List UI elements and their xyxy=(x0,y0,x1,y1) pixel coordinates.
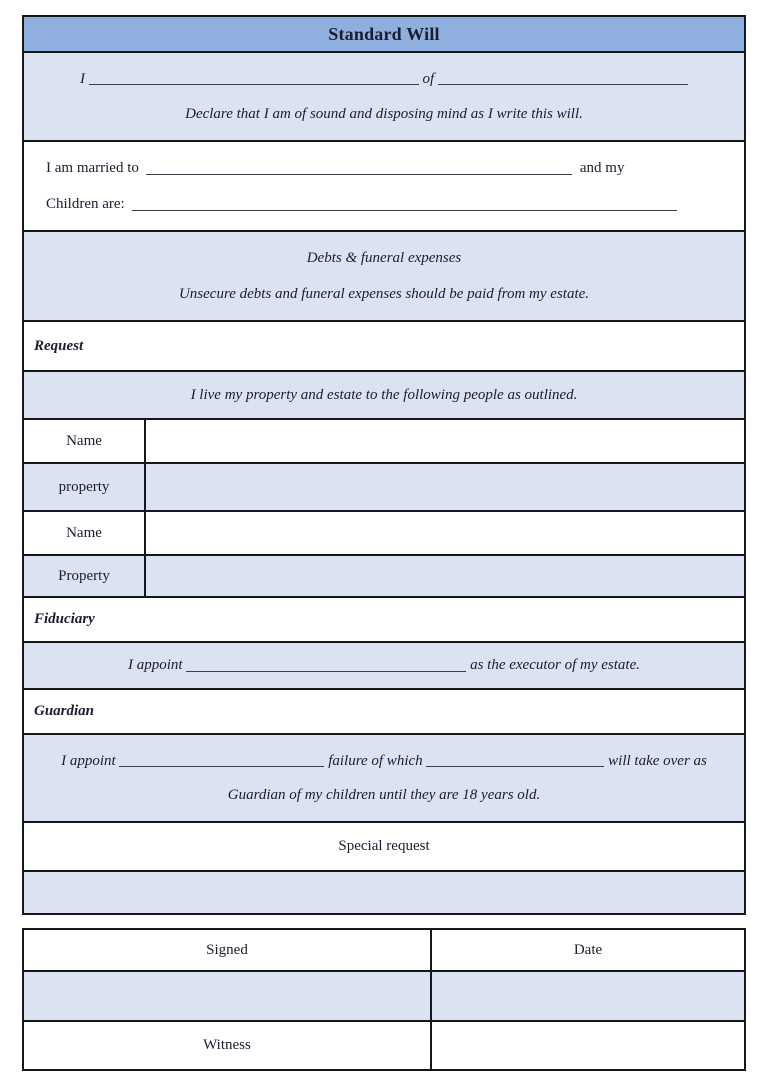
beneficiary-row-2 xyxy=(24,464,744,512)
family-section xyxy=(24,142,744,232)
debts-statement: Unsecure debts and funeral expenses should be paid from my estate. xyxy=(178,285,590,302)
beneficiary-property-label-2: Property xyxy=(24,556,146,596)
declarant-name-blank[interactable] xyxy=(89,73,419,85)
children-line xyxy=(24,195,744,213)
date-field[interactable] xyxy=(432,972,744,1020)
declaration-i-label: I xyxy=(80,71,86,87)
witness-label: Witness xyxy=(24,1022,432,1069)
date-label: Date xyxy=(573,941,603,958)
beneficiary-property-field-2[interactable] xyxy=(146,556,744,596)
request-statement: I live my property and estate to the following people as outlined. xyxy=(190,386,578,403)
beneficiary-name-label-2: Name xyxy=(24,512,146,554)
guardian-name-blank[interactable] xyxy=(119,755,324,767)
married-line xyxy=(24,159,744,177)
beneficiary-name-label-1: Name xyxy=(24,420,146,462)
guardian-section xyxy=(24,735,744,823)
fiduciary-appoint-row xyxy=(24,643,744,690)
spouse-name-blank[interactable] xyxy=(146,163,572,175)
witness-row xyxy=(24,1022,744,1069)
guardian-middle-label: failure of which xyxy=(328,752,423,769)
married-prefix-label: I am married to xyxy=(46,160,139,177)
guardian-prefix-label: I appoint xyxy=(61,752,116,769)
special-request-label: Special request xyxy=(338,838,430,854)
beneficiary-row-3 xyxy=(24,512,744,556)
will-main-table xyxy=(22,15,746,915)
declarant-address-blank[interactable] xyxy=(438,73,688,85)
guardian-heading-row xyxy=(24,690,744,735)
witness-field[interactable] xyxy=(432,1022,744,1069)
declaration-statement: Declare that I am of sound and disposing mind as I write this will. xyxy=(185,106,583,122)
declaration-section xyxy=(24,53,744,142)
beneficiary-property-label-1: property xyxy=(24,464,146,510)
beneficiary-name-field-2[interactable] xyxy=(146,512,744,554)
signed-date-header-row xyxy=(24,930,744,972)
page-title: Standard Will xyxy=(328,23,440,44)
fiduciary-suffix-label: as the executor of my estate. xyxy=(470,657,641,673)
guardian-appoint-line xyxy=(24,752,744,770)
signed-field[interactable] xyxy=(24,972,432,1020)
children-label: Children are: xyxy=(46,195,125,212)
alternate-guardian-name-blank[interactable] xyxy=(426,755,604,767)
form-title-row xyxy=(24,17,744,53)
beneficiary-property-field-1[interactable] xyxy=(146,464,744,510)
special-request-row xyxy=(24,823,744,872)
declaration-blank-line xyxy=(24,70,744,88)
fiduciary-heading: Fiduciary xyxy=(34,611,95,627)
guardian-suffix-label: will take over as xyxy=(608,752,707,769)
debts-section xyxy=(24,232,744,322)
beneficiary-row-4 xyxy=(24,556,744,598)
executor-name-blank[interactable] xyxy=(186,660,466,672)
special-request-field[interactable] xyxy=(24,872,744,913)
beneficiary-name-field-1[interactable] xyxy=(146,420,744,462)
married-suffix-label: and my xyxy=(579,160,625,177)
request-statement-row xyxy=(24,372,744,420)
declaration-of-label: of xyxy=(422,71,435,87)
signed-label: Signed xyxy=(24,930,432,970)
fiduciary-heading-row xyxy=(24,598,744,643)
beneficiary-row-1 xyxy=(24,420,744,464)
signature-table xyxy=(22,928,746,1071)
debts-heading: Debts & funeral expenses xyxy=(306,250,462,267)
request-heading: Request xyxy=(34,337,84,354)
guardian-heading: Guardian xyxy=(34,703,95,719)
fiduciary-prefix-label: I appoint xyxy=(127,657,183,673)
request-heading-row xyxy=(24,322,744,372)
signature-entry-row xyxy=(24,972,744,1022)
children-names-blank[interactable] xyxy=(132,199,677,211)
guardian-statement: Guardian of my children until they are 18 years old. xyxy=(227,787,541,804)
